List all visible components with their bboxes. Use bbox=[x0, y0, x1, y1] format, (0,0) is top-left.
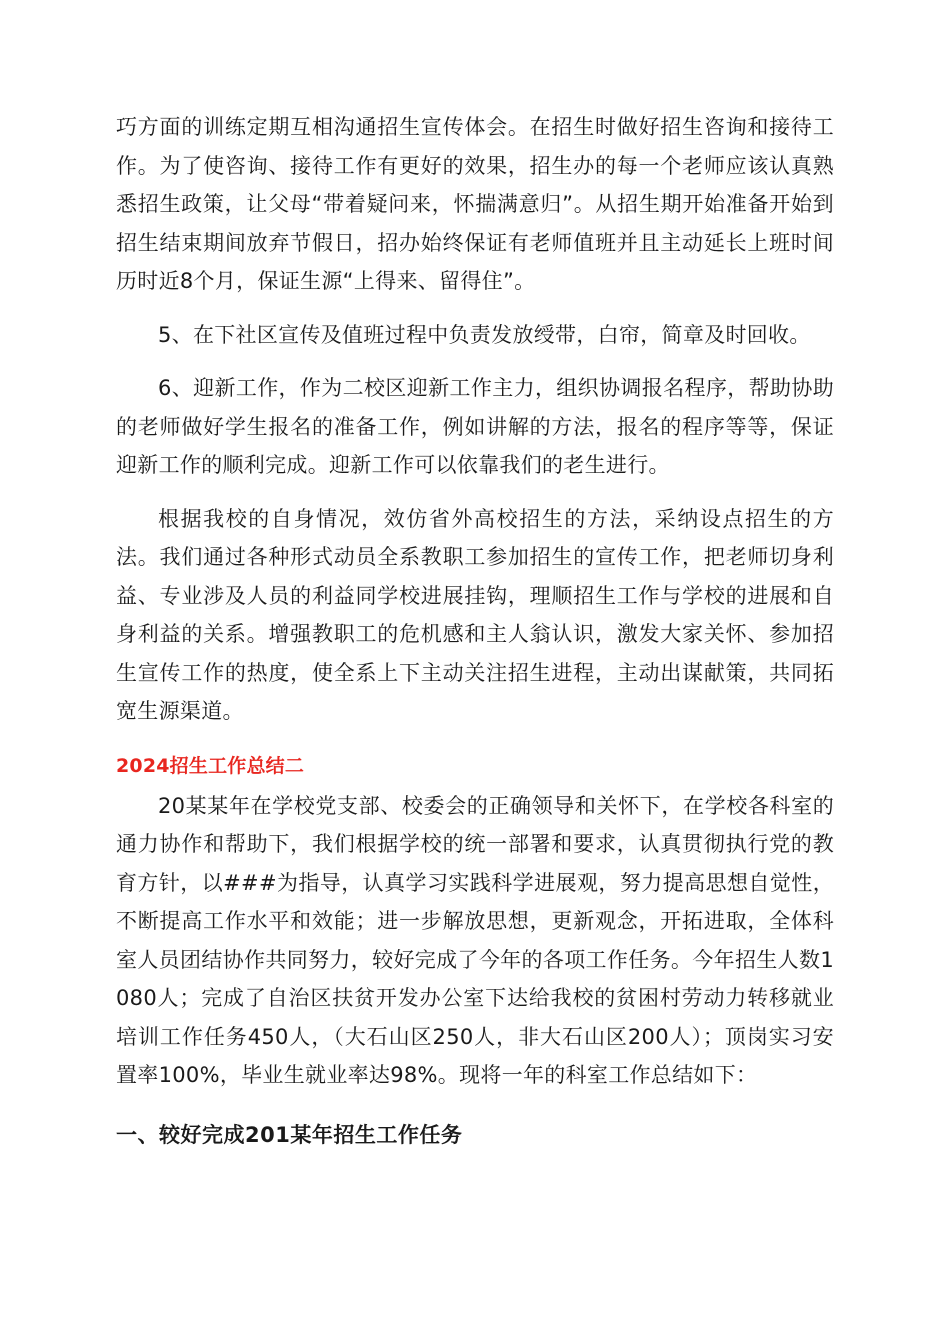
section-title: 2024招生工作总结二 bbox=[116, 754, 305, 777]
paragraph-training-consultation: 巧方面的训练定期互相沟通招生宣传体会。在招生时做好招生咨询和接待工作。为了使咨询、接待工作有更好的效果，招生办的每一个老师应该认真熟悉招生政策，让父母“带着疑问来，怀揣满意归”。从招生期开始准备开始到招生结束期间放弃节假日，招办始终保证有老师值班并且主动延长上班时间历时近8个月，保证生源“上得来、留得住”。 bbox=[116, 115, 834, 293]
subheading-enrollment-task: 一、较好完成201某年招生工作任务 bbox=[116, 1122, 463, 1147]
paragraph-school-method: 根据我校的自身情况，效仿省外高校招生的方法，采纳设点招生的方法。我们通过各种形式动员全系教职工参加招生的宣传工作，把老师切身利益、专业涉及人员的利益同学校进展挂钩，理顺招生工作与学校的进展和自身利益的关系。增强教职工的危机感和主人翁认识，激发大家关怀、参加招生宣传工作的热度，使全系上下主动关注招生进程，主动出谋献策，共同拓宽生源渠道。 bbox=[116, 506, 834, 723]
document-page bbox=[116, 108, 834, 1155]
paragraph-item-6: 6、迎新工作，作为二校区迎新工作主力，组织协调报名程序，帮助协助的老师做好学生报名的准备工作，例如讲解的方法，报名的程序等等，保证迎新工作的顺利完成。迎新工作可以依靠我们的老生进行。 bbox=[116, 376, 834, 477]
paragraph-item-5: 5、在下社区宣传及值班过程中负责发放绶带，白帘，简章及时回收。 bbox=[158, 322, 811, 347]
paragraph-summary-intro: 20某某年在学校党支部、校委会的正确领导和关怀下，在学校各科室的通力协作和帮助下，我们根据学校的统一部署和要求，认真贯彻执行党的教育方针，以###为指导，认真学习实践科学进展观，努力提高思想自觉性，不断提高工作水平和效能；进一步解放思想，更新观念，开拓进取，全体科室人员团结协作共同努力，较好完成了今年的各项工作任务。今年招生人数1080人；完成了自治区扶贫开发办公室下达给我校的贫困村劳动力转移就业培训工作任务450人，（大石山区250人，非大石山区200人）；顶岗实习安置率100%，毕业生就业率达98%。现将一年的科室工作总结如下： bbox=[116, 793, 834, 1087]
